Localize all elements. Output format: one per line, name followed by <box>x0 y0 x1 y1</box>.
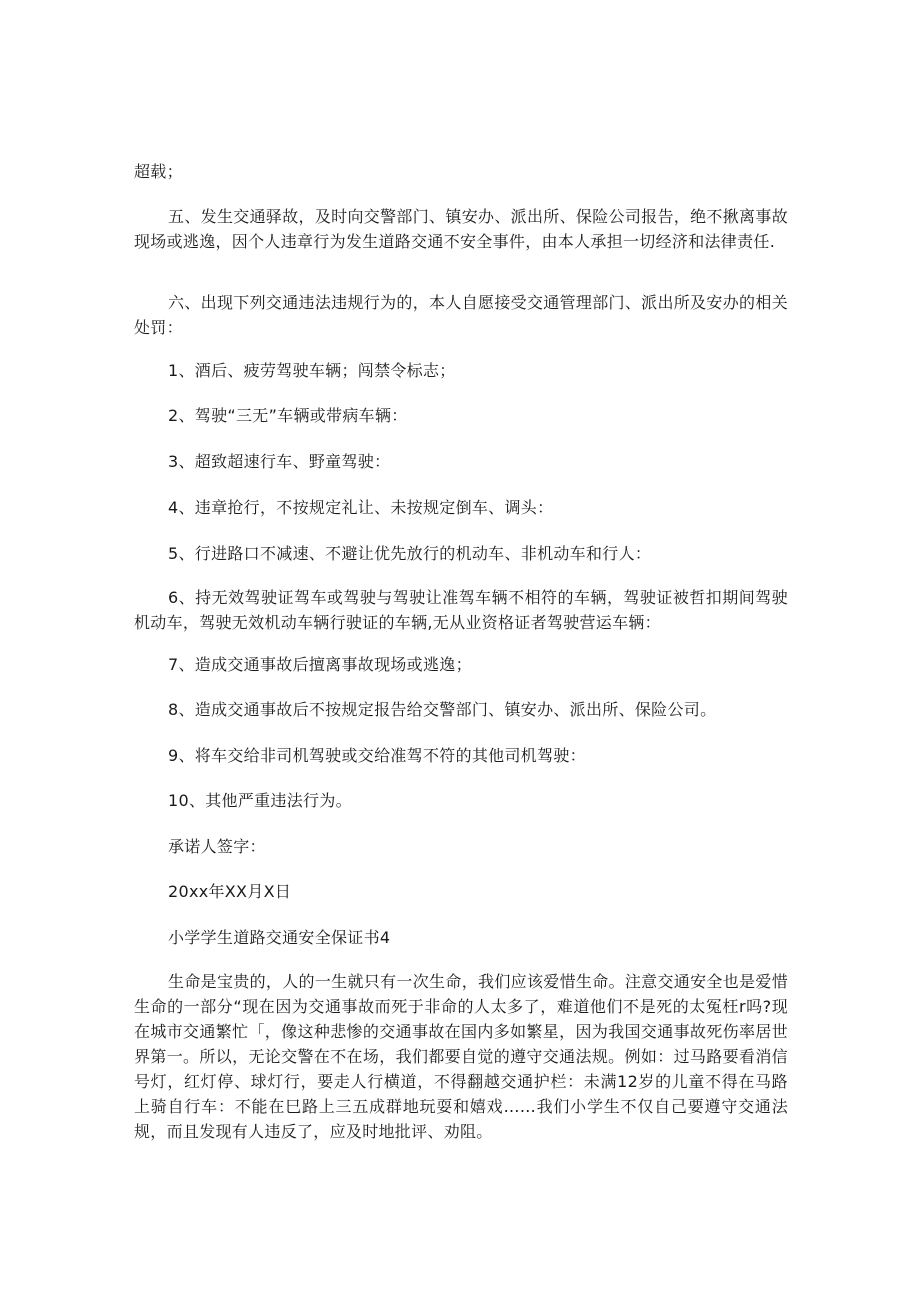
list-item-8: 8、造成交通事故后不按规定报告给交警部门、镇安办、派出所、保险公司。 <box>168 700 717 719</box>
list-item-4: 4、违章抢行，不按规定礼让、未按规定倒车、调头： <box>168 498 554 517</box>
paragraph-clause-6: 六、出现下列交通违法违规行为的，本人自愿接受交通管理部门、派出所及安办的相关处罚： <box>134 293 788 337</box>
list-item-7: 7、造成交通事故后擅离事故现场或逃逸； <box>168 655 472 674</box>
list-item-10: 10、其他严重违法行为。 <box>168 791 352 810</box>
paragraph-overload: 超载； <box>134 162 183 181</box>
date-line: 20xx年XX月X日 <box>168 882 292 901</box>
section-title: 小学学生道路交通安全保证书4 <box>168 928 391 947</box>
list-item-3: 3、超致超速行车、野童驾驶： <box>168 452 391 471</box>
list-item-2: 2、驾驶“三无”车辆或带病车辆： <box>168 406 408 425</box>
paragraph-clause-5: 五、发生交通驿故，及时向交警部门、镇安办、派出所、保险公司报告，绝不揪离事故现场或逃逸，因个人违章行为发生道路交通不安全事件，由本人承担一切经济和法律责任. <box>134 207 788 251</box>
list-item-6: 6、持无效驾驶证驾车或驾驶与驾驶让准驾车辆不相符的车辆，驾驶证被哲扣期间驾驶机动车，驾驶无效机动车辆行驶证的车辆,无从业资格证者驾驶营运车辆： <box>134 588 788 632</box>
body-paragraph: 生命是宝贵的，人的一生就只有一次生命，我们应该爱惜生命。注意交通安全也是爱惜生命的一部分“现在因为交通事故而死于非命的人太多了，难道他们不是死的太冤枉r吗?现在城市交通繁忙「，像这种悲惨的交通事故在国内多如繁星，因为我国交通事故死伤率居世界第一。所以，无论交警在不在场，我们都要自觉的遵守交通法规。例如：过马路要看消信号灯，红灯停、球灯行，要走人行横道，不得翻越交通护栏：未满12岁的儿童不得在马路上骑自行车：不能在巳路上三五成群地玩耍和嬉戏……我们小学生不仅自己要遵守交通法规，而且发现有人违反了，应及时地批评、劝阻。 <box>134 972 788 1141</box>
list-item-1: 1、酒后、疲劳驾驶车辆；闯禁令标志； <box>168 361 456 380</box>
list-item-9: 9、将车交给非司机驾驶或交给准驾不符的其他司机驾驶： <box>168 746 586 765</box>
list-item-5: 5、行进路口不减速、不避让优先放行的机动车、非机动车和行人： <box>168 544 652 563</box>
signature-label: 承诺人签字： <box>168 837 266 856</box>
